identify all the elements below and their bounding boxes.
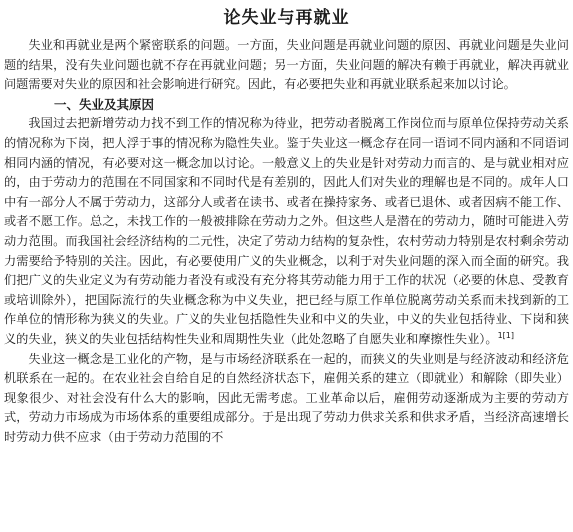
document-title: 论失业与再就业 (223, 8, 350, 28)
section1-paragraph-1-text: 我国过去把新增劳动力找不到工作的情况称为待业，把劳动者脱离工作岗位而与原单位保持劳动关系的情况称为下岗，把人浮于事的情况称为隐性失业。鉴于失业这一概念存在同一语词不同内涵和不同语词相同内涵的情况，有必要对这一概念加以讨论。一般意义上的失业是针对劳动力而言的、是与就业相对应的，由于劳动力的范围在不同国家和不同时代是有差别的，因此人们对失业的理解也是不同的。成年人口中有一部分人不属于劳动力，这部分人或者在读书、或者在操持家务、或者已退休、或者因病不能工作、或者不愿工作。总之，未找工作的一般被排除在劳动力之外。但这些人是潜在的劳动力，随时可能进入劳动力范围。而我国社会经济结构的二元性，决定了劳动力结构的复杂性，农村劳动力特别是农村剩余劳动力需要给予特别的关注。因此，有必要使用广义的失业概念，以利于对失业问题的深入而全面的研究。我们把广义的失业定义为有劳动能力者没有或没有充分将其劳动能力用于工作的状况（必要的休息、受教育或培训除外），把国际流行的失业概念称为中义失业，把已经与原工作单位脱离劳动关系而未找到新的工作单位的情形称为狭义的失业。广义的失业包括隐性失业和中义的失业，中义的失业包括待业、下岗和狭义的失业，狭义的失业包括结构性失业和周期性失业（此处忽略了自愿失业和摩擦性失业）。 (4, 116, 569, 346)
intro-paragraph: 失业和再就业是两个紧密联系的问题。一方面，失业问题是再就业问题的原因、再就业问题是失业问题的结果，没有失业问题也就不存在再就业问题；另一方面，失业问题的解决有赖于再就业，解决再就业问题需要对失业的原因和社会影响进行研究。因此，有必要把失业和再就业联系起来加以讨论。 (4, 38, 569, 92)
section-heading: 一、失业及其原因 (54, 96, 155, 112)
section1-paragraph-2: 失业这一概念是工业化的产物，是与市场经济联系在一起的，而狭义的失业则是与经济波动和经济危机联系在一起的。在农业社会自给自足的自然经济状态下，雇佣关系的建立（即就业）和解除（即失业）现象很少、对社会没有什么大的影响，因此无需考虑。工业革命以后，雇佣劳动逐渐成为主要的劳动方式，劳动力市场成为市场体系的重要组成部分。于是出现了劳动力供求关系和供求矛盾，当经济高速增长时劳动力供不应求（由于劳动力范围的不 (4, 351, 569, 444)
footnote-reference[interactable]: 1[1] (497, 330, 515, 340)
section1-paragraph-1 (4, 114, 569, 349)
